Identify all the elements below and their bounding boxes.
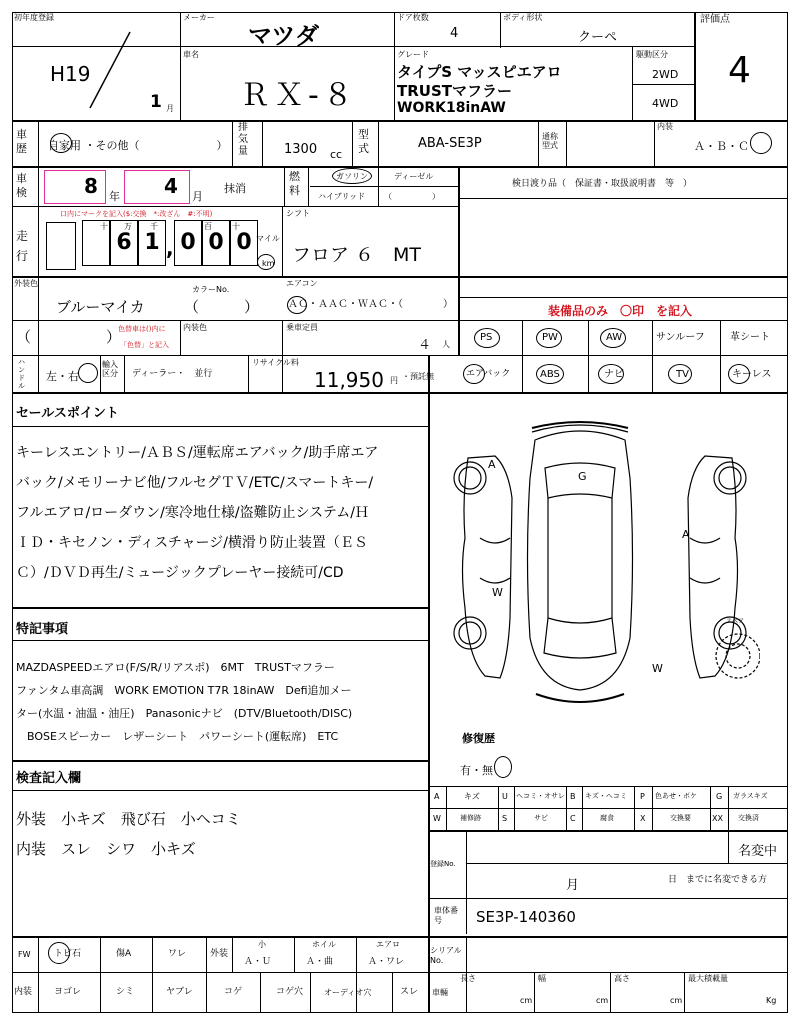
legend-text: 交換済 <box>738 814 759 822</box>
legend-code: XX <box>712 814 723 823</box>
odo-place: 万 <box>124 222 132 231</box>
damage-mark: W <box>492 586 503 599</box>
sales-line: フルエアロ/ローダウン/寒冷地仕様/盗難防止システム/Ｈ <box>16 505 369 521</box>
special-title: 特記事項 <box>16 622 69 637</box>
legend-text: キズ・ヘコミ <box>585 792 627 800</box>
legend-text: サビ <box>534 814 548 822</box>
model-value: ABA-SE3P <box>418 136 482 151</box>
model-label: 型式 <box>358 128 369 155</box>
body-value: クーペ <box>578 30 618 45</box>
fuel-label: 燃料 <box>289 170 300 197</box>
odo-place: 千 <box>150 222 158 231</box>
mileage-note: 口内にマークを記入($:交換 *:改ざん #:不明) <box>60 210 213 218</box>
weight-label: 最大積載量 <box>688 974 728 983</box>
legend-code: A <box>434 792 440 801</box>
fuel-gasoline: ガソリン <box>336 172 368 181</box>
sales-title: セールスポイント <box>16 406 119 421</box>
legend-text: 色あせ・ボケ <box>655 792 697 800</box>
legend-text: ガラスキズ <box>733 792 768 800</box>
interior-grade: Ａ・Ｂ・Ｃ <box>694 140 749 153</box>
int-item: コゲ穴 <box>276 987 304 997</box>
aero-label: エアロ <box>376 940 400 949</box>
equipment-airbag: エアバック <box>466 369 511 379</box>
capacity-value: ４ <box>418 338 432 353</box>
legend-text: 補修跡 <box>460 814 481 822</box>
equipment-abs: ABS <box>540 369 560 380</box>
legend-text: 交換要 <box>670 814 691 822</box>
interior-label: 内装 <box>657 122 673 131</box>
first-reg-month-unit: 月 <box>166 104 174 113</box>
wheel-value: Ａ・曲 <box>306 957 334 967</box>
damage-mark: W <box>652 662 663 675</box>
damage-mark: A <box>682 528 690 541</box>
equipment-circle <box>536 328 562 348</box>
int-item: オーディオ穴 <box>324 988 372 997</box>
small-label: 小 <box>258 940 266 949</box>
displacement-unit: cc <box>330 148 343 161</box>
legend-text: ヘコミ・オサレ <box>516 792 565 800</box>
displacement-value: 1300 <box>284 142 318 157</box>
mileage-unit-km: km <box>262 259 275 268</box>
color-no-label: カラーNo. <box>192 285 230 294</box>
ac-label: エアコン <box>286 279 318 288</box>
odometer-digit: 1 <box>138 220 166 266</box>
handle-value: 左・右 <box>46 370 79 383</box>
fw-item: ワレ <box>168 949 187 959</box>
interior-color-label: 内装色 <box>183 323 207 332</box>
sales-line: バック/メモリーナビ他/フルセグＴＶ/ETC/スマートキー/ <box>16 475 374 491</box>
doors-value: 4 <box>450 26 459 41</box>
sales-line: Ｃ）/ＤＶＤ再生/ミュージックプレーヤー接続可/CD <box>16 565 344 581</box>
handle-circle <box>78 363 98 383</box>
odometer-digit <box>82 220 110 266</box>
inspection-year-unit: 年 <box>109 190 120 203</box>
doors-label: ドア枚数 <box>397 13 429 22</box>
exterior-small-label: 外装 <box>210 949 229 959</box>
sales-line: ＩＤ・キセノン・ディスチャージ/横滑り防止装置（ＥＳ <box>16 535 368 551</box>
reg-day-text: 日 までに名変できる方 <box>668 875 768 885</box>
body-label: ボディ形状 <box>503 13 543 22</box>
history-label: 車歴 <box>16 128 27 155</box>
fuel-diesel: ディーゼル <box>394 172 434 181</box>
score-value: 4 <box>728 50 751 91</box>
small-value: Ａ・Ｕ <box>244 957 272 967</box>
inspection-label: 車検 <box>16 172 27 199</box>
equipment-ps: PS <box>480 332 493 343</box>
odometer-comma: , <box>166 236 174 260</box>
maker-label: メーカー <box>183 13 215 22</box>
import-label: 輸入区分 <box>102 360 118 378</box>
shift-value: フロア ６ MT <box>292 244 422 266</box>
width-unit: cm <box>596 996 609 1005</box>
drive-2wd: 2WD <box>652 68 679 81</box>
wheel-label: ホイル <box>312 940 336 949</box>
reg-label: 登録No. <box>430 860 456 868</box>
docs-label: 検日渡り品（ 保証書・取扱説明書 等 ） <box>512 179 693 189</box>
int-item: ヨゴレ <box>54 987 82 997</box>
equipment-aw: AW <box>606 332 623 343</box>
sales-line: キーレスエントリー/ＡＢＳ/運転席エアバック/助手席エア <box>16 445 379 461</box>
legend-code: X <box>640 814 646 823</box>
history-value: 自家用 ・その他（ ） <box>48 139 228 152</box>
maker-value: マツダ <box>248 22 320 50</box>
equipment-circle <box>474 328 500 348</box>
equipment-navi: ナビ <box>604 369 624 380</box>
equipment-circle <box>600 328 626 348</box>
interior-grade-circle <box>750 132 772 154</box>
check-text <box>16 804 241 864</box>
import-value: ディーラー・ 並行 <box>132 369 213 379</box>
name-change: 名変中 <box>738 844 778 859</box>
equipment-keyless: キーレス <box>732 369 772 380</box>
fuel-other: （ ） <box>384 192 440 201</box>
special-line: BOSEスピーカー レザーシート パワーシート(運転席) ETC <box>16 730 339 743</box>
equipment-circle <box>598 364 624 384</box>
reg-month-unit: 月 <box>566 878 580 893</box>
special-line: ター(水温・油温・油圧) Panasonicナビ (DTV/Bluetooth/DISC) <box>16 707 353 720</box>
fw-label: FW <box>18 950 31 959</box>
recycle-label: リサイクル料 <box>252 358 299 367</box>
special-line: ファンタム車高調 WORK EMOTION T7R 18inAW Defi追加メー <box>16 684 352 697</box>
grade-line3: WORK18inAW <box>397 100 506 116</box>
displacement-label: 排気量 <box>238 122 248 157</box>
legend-code: G <box>716 792 723 801</box>
int-item: シミ <box>116 987 135 997</box>
length-unit: cm <box>520 996 533 1005</box>
odometer-digit: 6 <box>110 220 138 266</box>
grade-line1: タイプS マッスピエアロ <box>397 63 562 81</box>
odo-place: 百 <box>204 222 212 231</box>
chassis-label: 車体番号 <box>434 906 458 925</box>
car-name-label: 車名 <box>183 50 199 59</box>
int-item: スレ <box>400 987 419 997</box>
legend-code: P <box>640 792 645 801</box>
color-change-note1: 色替車は()内に <box>118 325 166 333</box>
equipment-circle <box>728 364 750 384</box>
odo-place: 十 <box>232 222 240 231</box>
damage-mark: G <box>578 470 587 483</box>
odometer-digit: 0 <box>202 220 230 266</box>
inspection-month-unit: 月 <box>192 190 203 203</box>
legend-text: キズ <box>464 792 480 801</box>
inspection-month-box <box>124 170 190 204</box>
capacity-unit: 人 <box>442 340 450 349</box>
legend-code: U <box>502 792 508 801</box>
odometer-digit: 0 <box>230 220 258 266</box>
check-line: 外装 小キズ 飛び石 小ヘコミ <box>16 810 241 828</box>
common-model-label: 通称型式 <box>542 132 558 150</box>
grade-label: グレード <box>397 50 429 59</box>
recycle-status: ・預託無 <box>402 372 434 381</box>
legend-code: B <box>570 792 576 801</box>
fuel-circle <box>332 168 372 184</box>
fw-circle <box>48 942 70 964</box>
slash-icon <box>86 30 136 110</box>
special-text <box>16 656 352 748</box>
history-circle <box>50 133 72 153</box>
equipment-leather: 革シート <box>730 332 770 343</box>
repair-value: 有・無 <box>460 764 493 777</box>
exterior-color-label: 外装色 <box>14 279 38 288</box>
sales-text <box>16 438 378 588</box>
odo-place: 十 <box>100 222 108 231</box>
int-item: ヤブレ <box>166 987 193 997</box>
inspection-month: 4 <box>164 174 178 198</box>
legend-code: S <box>502 814 508 823</box>
equipment-header: 装備品のみ 〇印 を記入 <box>548 304 693 318</box>
spare-label: スペア <box>726 618 745 625</box>
chassis-value: SE3P-140360 <box>476 908 576 926</box>
recycle-amount: 11,950 <box>314 368 384 392</box>
handle-label: ハンドル <box>18 358 25 390</box>
size-label: 車輛 <box>432 988 448 997</box>
height-label: 高さ <box>614 974 630 983</box>
color-change-note2: 「色替」と記入 <box>120 341 169 349</box>
int-label: 内装 <box>14 987 33 997</box>
length-label: 長さ <box>460 974 476 983</box>
first-reg-label: 初年度登録 <box>14 13 54 22</box>
exterior-color-value: ブルーマイカ <box>56 298 145 316</box>
car-name-value: ＲＸ-８ <box>240 78 357 113</box>
int-item: コゲ <box>224 987 243 997</box>
ac-circle <box>287 296 307 314</box>
damage-mark: A <box>488 458 496 471</box>
repair-circle <box>494 756 512 778</box>
legend-code: C <box>570 814 576 823</box>
inspection-cancel: 抹消 <box>224 182 246 195</box>
repair-label: 修復歴 <box>462 732 495 745</box>
odometer-digit <box>46 222 76 270</box>
shift-label: シフト <box>286 209 310 218</box>
serial-label: シリアルNo. <box>430 946 462 965</box>
equipment-pw: PW <box>542 332 558 343</box>
first-reg-year: H19 <box>50 62 91 86</box>
mileage-unit-mile: マイル <box>256 234 280 243</box>
check-line: 内装 スレ シワ 小キズ <box>16 840 196 858</box>
color-no-value: （ ） <box>184 298 260 316</box>
fuel-hybrid: ハイブリッド <box>318 192 366 201</box>
legend-text: 腐食 <box>600 814 614 822</box>
width-label: 幅 <box>538 974 546 983</box>
weight-unit: Kg <box>766 996 777 1005</box>
color-change-value: （ ） <box>16 328 122 346</box>
legend-code: W <box>433 814 441 823</box>
first-reg-month: 1 <box>150 92 162 112</box>
drive-4wd: 4WD <box>652 97 679 110</box>
equipment-circle <box>536 364 564 384</box>
fw-item: トビ石 <box>54 949 82 959</box>
fw-item: 傷A <box>116 949 132 959</box>
odometer-digit: 0 <box>174 220 202 266</box>
equipment-circle <box>463 364 485 384</box>
equipment-tv: TV <box>676 369 689 380</box>
check-title: 検査記入欄 <box>16 771 82 786</box>
special-line: MAZDASPEEDエアロ(F/S/R/リアスポ) 6MT TRUSTマフラー <box>16 661 335 674</box>
equipment-circle <box>668 364 692 384</box>
grade-line2: TRUSTマフラー <box>397 82 512 100</box>
equipment-sunroof: サンルーフ <box>656 332 705 343</box>
capacity-label: 乗車定員 <box>286 323 318 332</box>
ac-value: ＡＣ・ＡＡＣ・ＷＡＣ・（ ） <box>288 299 453 310</box>
mileage-unit-circle <box>257 254 275 270</box>
height-unit: cm <box>670 996 683 1005</box>
score-label: 評価点 <box>700 14 730 25</box>
drive-label: 駆動区分 <box>636 50 668 59</box>
recycle-unit: 円 <box>390 376 398 385</box>
aero-value: Ａ・ワレ <box>368 957 405 967</box>
mileage-label: 走行 <box>16 229 29 263</box>
inspection-year: 8 <box>84 174 98 198</box>
